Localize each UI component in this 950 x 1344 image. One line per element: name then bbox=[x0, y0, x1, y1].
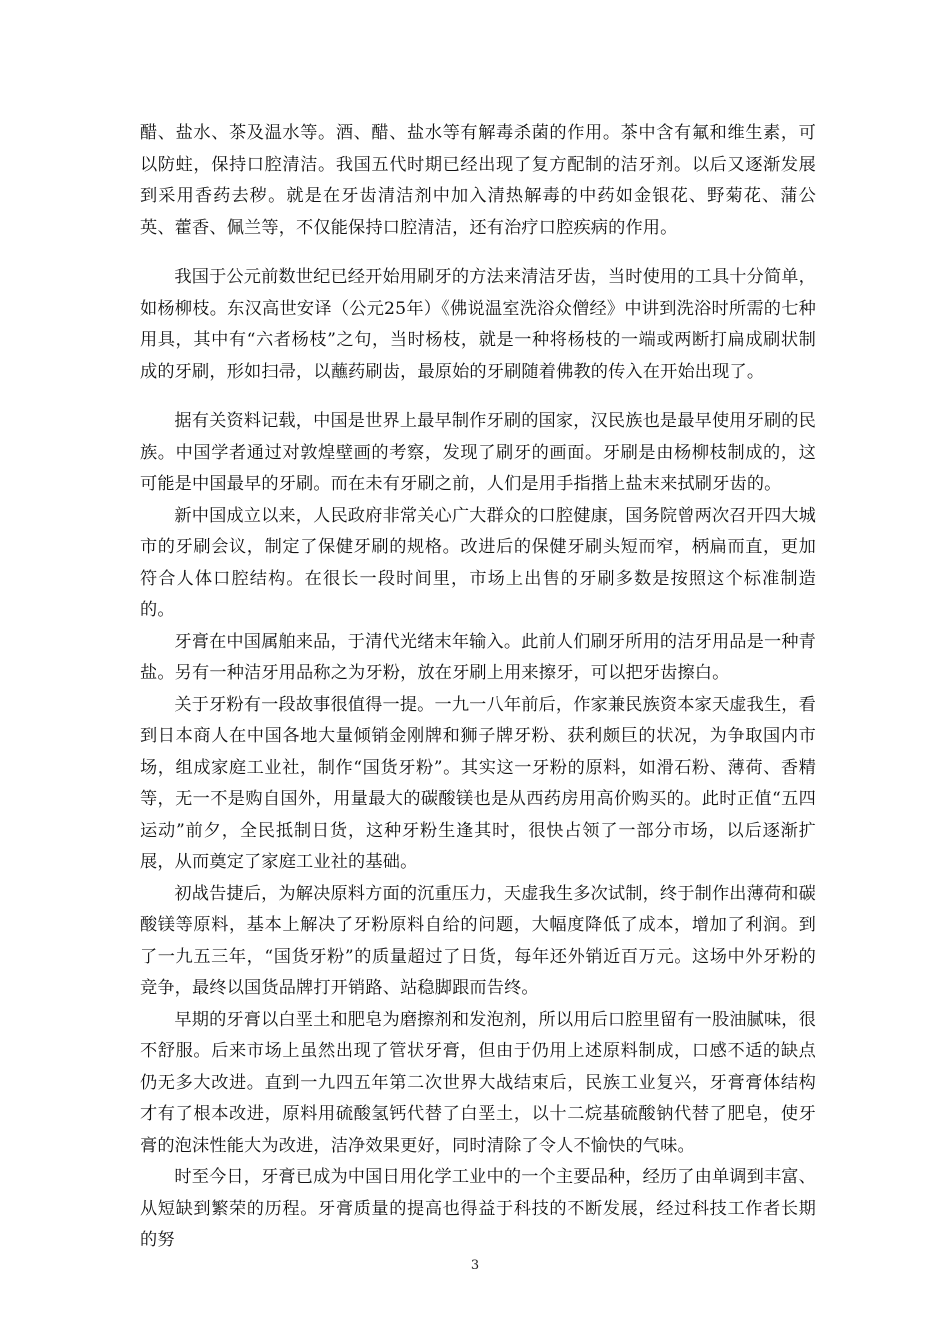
paragraph-2: 我国于公元前数世纪已经开始用刷牙的方法来清洁牙齿，当时使用的工具十分简单，如杨柳枝。东汉高世安译（公元25年）《佛说温室洗浴众僧经》中讲到洗浴时所需的七种用具，其中有“六者杨枝”之句，当时杨枝，就是一种将杨枝的一端或两断打扁成刷状制成的牙刷，形如扫帚，以蘸药刷齿，最原始的牙刷随着佛教的传入在开始出现了。 bbox=[140, 267, 816, 382]
paragraph-5: 牙膏在中国属舶来品，于清代光绪末年输入。此前人们刷牙所用的洁牙用品是一种青盐。另有一种洁牙用品称之为牙粉，放在牙刷上用来擦牙，可以把牙齿擦白。 bbox=[140, 631, 816, 683]
paragraph-8: 早期的牙膏以白垩土和肥皂为磨擦剂和发泡剂，所以用后口腔里留有一股油腻味，很不舒服。后来市场上虽然出现了管状牙膏，但由于仍用上述原料制成，口感不适的缺点仍无多大改进。直到一九四五年第二次世界大战结束后，民族工业复兴，牙膏膏体结构才有了根本改进，原料用硫酸氢钙代替了白垩土，以十二烷基硫酸钠代替了肥皂，使牙膏的泡沫性能大为改进，洁净效果更好，同时清除了令人不愉快的气味。 bbox=[140, 1009, 816, 1156]
page-number: 3 bbox=[470, 1258, 480, 1273]
paragraph-7: 初战告捷后，为解决原料方面的沉重压力，天虚我生多次试制，终于制作出薄荷和碳酸镁等原料，基本上解决了牙粉原料自给的问题，大幅度降低了成本，增加了利润。到了一九五三年，“国货牙粉”的质量超过了日货，每年还外销近百万元。这场中外牙粉的竞争，最终以国货品牌打开销路、站稳脚跟而告终。 bbox=[140, 883, 816, 998]
body-text bbox=[140, 118, 816, 1257]
paragraph-3: 据有关资料记载，中国是世界上最早制作牙刷的国家，汉民族也是最早使用牙刷的民族。中国学者通过对敦煌壁画的考察，发现了刷牙的画面。牙刷是由杨柳枝制成的，这可能是中国最早的牙刷。而在未有牙刷之前，人们是用手指揩上盐末来拭刷牙齿的。 bbox=[140, 411, 816, 494]
paragraph-6: 关于牙粉有一段故事很值得一提。一九一八年前后，作家兼民族资本家天虚我生，看到日本商人在中国各地大量倾销金刚牌和狮子牌牙粉、获利颇巨的状况，为争取国内市场，组成家庭工业社，制作“国货牙粉”。其实这一牙粉的原料，如滑石粉、薄荷、香精等，无一不是购自国外，用量最大的碳酸镁也是从西药房用高价购买的。此时正值“五四运动”前夕，全民抵制日货，这种牙粉生逢其时，很快占领了一部分市场，以后逐渐扩展，从而奠定了家庭工业社的基础。 bbox=[140, 694, 816, 872]
paragraph-1: 醋、盐水、茶及温水等。酒、醋、盐水等有解毒杀菌的作用。茶中含有氟和维生素，可以防蛀，保持口腔清洁。我国五代时期已经出现了复方配制的洁牙剂。以后又逐渐发展到采用香药去秽。就是在牙齿清洁剂中加入清热解毒的中药如金银花、野菊花、蒲公英、藿香、佩兰等，不仅能保持口腔清洁，还有治疗口腔疾病的作用。 bbox=[140, 123, 816, 238]
paragraph-9: 时至今日，牙膏已成为中国日用化学工业中的一个主要品种，经历了由单调到丰富、从短缺到繁荣的历程。牙膏质量的提高也得益于科技的不断发展，经过科技工作者长期的努 bbox=[140, 1167, 816, 1250]
paragraph-4: 新中国成立以来，人民政府非常关心广大群众的口腔健康，国务院曾两次召开四大城市的牙刷会议，制定了保健牙刷的规格。改进后的保健牙刷头短而窄，柄扁而直，更加符合人体口腔结构。在很长一段时间里，市场上出售的牙刷多数是按照这个标准制造的。 bbox=[140, 505, 816, 620]
